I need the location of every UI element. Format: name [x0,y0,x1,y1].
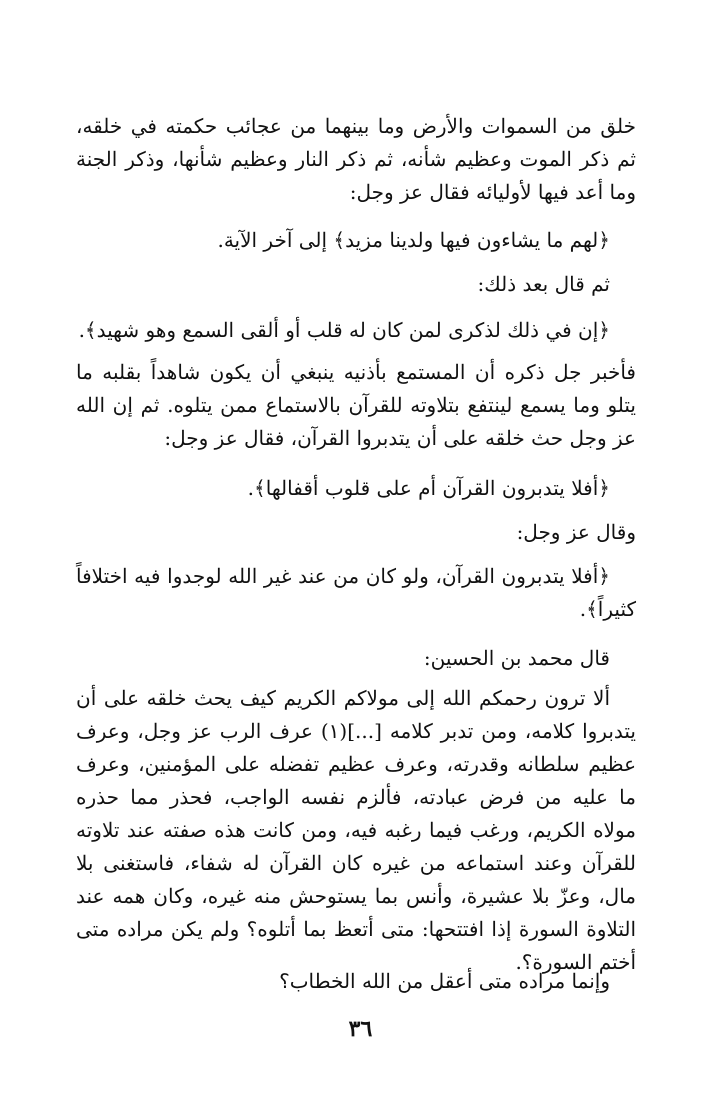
quran-quote-4: ﴿أفلا يتدبرون القرآن، ولو كان من عند غير الله لوجدوا فيه اختلافاً كثيراً﴾. [76,564,636,621]
page-number: ٣٦ [348,1016,373,1042]
paragraph-commentary: ألا ترون رحمكم الله إلى مولاكم الكريم كيف يحث خلقه على أن يتدبروا كلامه، ومن تدبر كلامه [...](١) عرف الرب عز وجل، وعرف عظيم سلطانه وقدرته، وعرف عظيم تفضله على المؤمنين، وعرف ما عليه من فرض عبادته، فألزم نفسه الواجب، فحذر مما حذره مولاه الكريم، ورغب فيما رغبه فيه، ومن كانت هذه صفته عند تلاوته للقرآن وعند استماعه من غيره كان القرآن له شفاء، فاستغنى بلا مال، وعزّ بلا عشيرة، وأنس بما يستوحش منه غيره، وكان همه عند التلاوة السورة إذا افتتحها: متى أتعظ بما أتلوه؟ ولم يكن مراده متى أختم السورة؟. [76,686,636,974]
author-attribution: قال محمد بن الحسين: [423,646,610,670]
transition-line-2: وقال عز وجل: [516,520,636,544]
transition-line: ثم قال بعد ذلك: [477,272,610,296]
quran-quote-3: ﴿أفلا يتدبرون القرآن أم على قلوب أقفالها﴾. [247,476,610,500]
paragraph-explanation: فأخبر جل ذكره أن المستمع بأذنيه ينبغي أن يكون شاهداً بقلبه ما يتلو وما يسمع لينتفع بتلاوته للقرآن بالاستماع ممن يتلوه. ثم إن الله عز وجل حث خلقه على أن يتدبروا القرآن، فقال عز وجل: [76,360,636,450]
quran-quote-2: ﴿إن في ذلك لذكرى لمن كان له قلب أو ألقى السمع وهو شهيد﴾. [78,318,610,342]
closing-line: وإنما مراده متى أعقل من الله الخطاب؟ [279,969,610,993]
quran-quote-1: ﴿لهم ما يشاءون فيها ولدينا مزيد﴾ إلى آخر الآية. [217,228,610,252]
paragraph-opening: خلق من السموات والأرض وما بينهما من عجائب حكمته في خلقه، ثم ذكر الموت وعظيم شأنه، ثم ذكر النار وعظيم شأنها، وذكر الجنة وما أعد فيها لأوليائه فقال عز وجل: [76,114,636,204]
